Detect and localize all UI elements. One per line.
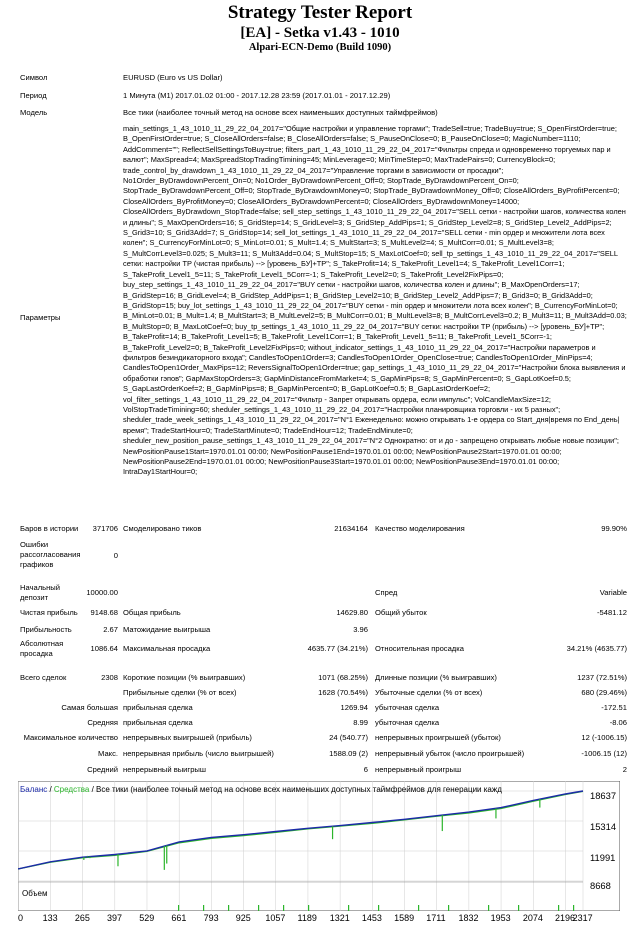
deposit-label: Начальный депозит bbox=[20, 583, 61, 602]
volume-label: Объем bbox=[22, 889, 48, 898]
average-label: Средняя bbox=[87, 718, 118, 727]
y-tick-label: 8668 bbox=[590, 880, 611, 891]
max-dd-label: Максимальная просадка bbox=[123, 644, 211, 653]
volume-bar bbox=[283, 905, 284, 911]
volume-bar bbox=[558, 905, 559, 911]
symbol-value: EURUSD (Euro vs US Dollar) bbox=[123, 73, 223, 82]
x-tick-label: 661 bbox=[171, 913, 187, 923]
expected-value: 3.96 bbox=[353, 625, 368, 634]
largest-label: Самая большая bbox=[61, 703, 118, 712]
x-tick-label: 397 bbox=[107, 913, 123, 923]
short-value: 1071 (68.25%) bbox=[318, 673, 368, 682]
expert-name: [EA] - Setka v1.43 - 1010 bbox=[240, 25, 400, 41]
rel-dd-label: Относительная просадка bbox=[375, 644, 464, 653]
largest-loss-value: -172.51 bbox=[601, 703, 627, 712]
volume-bar bbox=[348, 905, 349, 911]
x-tick-label: 1953 bbox=[490, 913, 511, 923]
expected-label: Матожидание выигрыша bbox=[123, 625, 211, 634]
profit-trades-value: 1628 (70.54%) bbox=[318, 688, 368, 697]
volume-bar bbox=[378, 905, 379, 911]
volume-bar bbox=[203, 905, 204, 911]
y-tick-label: 11991 bbox=[590, 852, 616, 863]
x-tick-label: 133 bbox=[42, 913, 58, 923]
x-tick-label: 529 bbox=[139, 913, 155, 923]
period-label: Период bbox=[20, 91, 47, 100]
volume-bar bbox=[258, 905, 259, 911]
x-tick-label: 1589 bbox=[394, 913, 415, 923]
net-value: 9148.68 bbox=[90, 608, 118, 617]
max-loss-value: -1006.15 (12) bbox=[581, 749, 627, 758]
x-tick-label: 1189 bbox=[297, 913, 317, 923]
gross-profit-value: 14629.80 bbox=[336, 608, 368, 617]
symbol-label: Символ bbox=[20, 73, 48, 82]
largest-profit-value: 1269.94 bbox=[340, 703, 368, 712]
x-tick-label: 793 bbox=[203, 913, 219, 923]
balance-chart bbox=[18, 781, 620, 911]
pf-value: 2.67 bbox=[103, 625, 118, 634]
x-tick-label: 1832 bbox=[458, 913, 479, 923]
x-tick-label: 2074 bbox=[522, 913, 543, 923]
ticks-value: 21634164 bbox=[334, 524, 368, 533]
x-tick-label: 2317 bbox=[572, 913, 593, 923]
long-value: 1237 (72.51%) bbox=[577, 673, 627, 682]
max-profit-value: 1588.09 (2) bbox=[329, 749, 368, 758]
mismatch-label: Ошибки рассогласования графиков bbox=[20, 540, 81, 569]
period-value: 1 Минута (M1) 2017.01.02 01:00 - 2017.12.28 23:59 (2017.01.01 - 2017.12.29) bbox=[123, 91, 391, 100]
gross-profit-label: Общая прибыль bbox=[123, 608, 181, 617]
volume-bar bbox=[518, 905, 519, 911]
loss-trades-label: Убыточные сделки (% от всех) bbox=[375, 688, 483, 697]
volume-bar bbox=[448, 905, 449, 911]
deposit-value: 10000.00 bbox=[86, 588, 118, 597]
volume-bar bbox=[178, 905, 179, 911]
avg-losses-value: 2 bbox=[622, 765, 627, 774]
volume-bar bbox=[488, 905, 489, 911]
avg-losses-label: непрерывный проигрыш bbox=[375, 765, 462, 774]
abs-dd-value: 1086.64 bbox=[90, 644, 118, 653]
largest-profit-label: прибыльная сделка bbox=[123, 703, 193, 712]
spread-value: Variable bbox=[599, 588, 627, 597]
x-tick-label: 1321 bbox=[329, 913, 350, 923]
x-tick-label: 0 bbox=[18, 913, 24, 923]
volume-bar bbox=[573, 905, 574, 911]
legend-balance: Баланс bbox=[20, 785, 48, 794]
avg-profit-value: 8.99 bbox=[353, 718, 368, 727]
max-wins-label: непрерывных выигрышей (прибыль) bbox=[123, 733, 252, 742]
chart-legend bbox=[20, 785, 502, 794]
x-tick-label: 265 bbox=[74, 913, 90, 923]
params-value: main_settings_1_43_1010_11_29_22_04_2017="Общие настройки и управление торгами"; TradeSell=true; TradeBuy=true; S_OpenFirstOrder=true; B_OpenFirstOrder=true; S_CloseAllOrders=false; B_CloseAllOrders=false; S_PauseOnClose=0; B_PauseOnClose=0; MagicNumber=1110; AddComment=""; ReflectSellSettingsToBuy=true; filters_part_1_43_1010_11_29_22_04_2017="Фильтры спреда и одновременно торгуемых пар и валют"; MaxSpread=4; MaxSpreadStopTradingTimining=45; MinLeverage=0; MinTimeStep=0; MaxTradePairs=0; CurrencyBlock=0; trade_control_by_drawdown_1_43_1010_11_29_22_04_2017="Управление торгами в зависимости от просадки"; No1Order_ByDrawdownPercent_On=0; No1Order_ByDrawdownPercent_Off=0; StopTrade_ByDrawdownPercent_On=0; StopTrade_ByDrawdownPercent_Off=0; StopTrade_ByDrawdownMoney=0; StopTrade_ByDrawdownMoney_Off=0; CloseAllOrders_ByProfitPercent=0; CloseAllOrders_ByProfitMoney=0; CloseAllOrders_ByDrawdownPercent=0; CloseAllOrders_ByDrawdownMoney=14000; CloseAllOrders_ByDrawdown_StopTrade=false; sell_step_settings_1_43_1010_11_29_22_04_2017="SELL сетки - настройки шагов, количества колен и длины"; S_MaxOpenOrders=16; S_GridStep=14; S_GridLevel=3; S_GridStep_AddPips=1; S_GridStep_Level2=8; S_GridStep_Level2_AddPips=2; S_Grid3=10; S_Grid3Add=7; S_GridStop=14; sell_lot_settings_1_43_1010_11_29_22_04_2017="SELL сетки - min ордер и множители лота всех колен"; S_CurrencyForMinLot=0; S_MinLot=0.01; S_Mult=1.4; S_MultStart=3; S_MultLevel2=4; S_MultCorr=0.01; S_MultLevel3=8; S_MultCorrLevel3=0.025; S_Mult3=11; S_Mult3Add=0.04; S_MultStop=15; S_MaxLotCoef=0; sell_tp_settings_1_43_1010_11_29_22_04_2017="SELL сетки: настройки TP (чистая прибыль) --> [уровень_БУ]+TP"; S_TakeProfit=14; S_TakeProfit_Level1=4; S_TakeProfit_Level1Corr=1; S_TakeProfit_Level1_5=11; S_TakeProfit_Level1_5Corr=-1; S_TakeProfit_Level2=0; S_TakeProfit_Level2FixPips=0; buy_step_settings_1_43_1010_11_29_22_04_2017="BUY сетки - настройки шагов, количества колен и длины"; B_MaxOpenOrders=17; B_GridStep=16; B_GridLevel=4; B_GridStep_AddPips=1; B_GridStep_Level2=10; B_GridStep_Level2_AddPips=7; B_Grid3=0; B_Grid3Add=0; B_GridStop=15; buy_lot_settings_1_43_1010_11_29_22_04_2017="BUY сетки - min ордер и множители лота всех колен"; B_CurrencyForMinLot=0; B_MinLot=0.01; B_Mult=1.4; B_MultStart=3; B_MultLevel2=5; B_MultCorr=0.01; B_MultLevel3=8; B_MultCorrLevel3=0.2; B_Mult3=11; B_Mult3Add=0.03; B_MultStop=0; B_MaxLotCoef=0; buy_tp_settings_1_43_1010_11_29_22_04_2017="BUY сетки: настройки TP (прибыль) --> [уровень_БУ]+TP"; B_TakeProfit=14; B_TakeProfit_Level1=5; B_TakeProfit_Level1Corr=1; B_TakeProfit_Level1_5=11; B_TakeProfit_Level1_5Corr=-1; B_TakeProfit_Level2=0; B_TakeProfit_Level2FixPips=0; without_indicator_settings_1_43_1010_11_29_22_04_2017="Настройки параметров и фильтров безиндикаторного входа"; CandlesToOpen1Order=3; CandlesToOpen1Order_OpenClose=true; CandlesToOpen1Order_MinPips=4; CandlesToOpen1Order_MaxPips=12; ReversSignalToOpen1Order=true; gap_settings_1_43_1010_11_29_22_04_2017="Настройки блока выявления и обработки гэпов"; GapMaxStopOrders=3; GapMinDistanceFromMarket=4; S_GapMinPips=8; S_GapMinPercent=0; S_GapLotKoef=0.5; S_GapLastOrderKoef=2; B_GapMinPips=8; B_GapMinPercent=0; B_GapLotKoef=0.5; B_GapLastOrderKoef=2; vol_filter_settings_1_43_1010_11_29_22_04_2017="Фильтр - Запрет открывать ордера, если импульс"; VolCandleMaxSize=12; VolStopTradeTimining=60; sheduler_settings_1_43_1010_11_29_22_04_2017="Настройки планировщика торговли - их 5 разных"; sheduler_trade_week_settings_1_43_1010_11_29_22_04_2017="N°1 Еженедельно: можно открывать 1-е ордера со Start_дня|время по End_день|время"; TradeStartHour=0; TradeStartMinute=0; TradeEndHour=12; TradeEndMinute=0; sheduler_new_position_pause_settings_1_43_1010_11_29_22_04_2017="N°2 Однократно: от и до - запрещено открывать любые новые позиции"; NewPositionPause1Start=1970.01.01 00:00; NewPositionPause1End=1970.01.01 00:00; NewPositionPause2Start=1970.01.01 00:00; NewPositionPause2End=1970.01.01 00:00; NewPositionPause3Start=1970.01.01 00:00; NewPositionPause3End=1970.01.01 00:00; IntraDay1StartHour=0; bbox=[123, 124, 627, 477]
loss-trades-value: 680 (29.46%) bbox=[581, 688, 627, 697]
gross-loss-value: -5481.12 bbox=[597, 608, 627, 617]
avg-loss-label: убыточная сделка bbox=[375, 718, 440, 727]
gross-loss-label: Общий убыток bbox=[375, 608, 427, 617]
max-loss-label: непрерывный убыток (число проигрышей) bbox=[375, 749, 525, 758]
net-label: Чистая прибыль bbox=[20, 608, 78, 617]
pf-label: Прибыльность bbox=[20, 625, 72, 634]
y-tick-label: 18637 bbox=[590, 790, 617, 801]
legend-model: / Все тики (наиболее точный метод на основе всех наименьших доступных таймфреймов для генерации кажд bbox=[89, 785, 502, 794]
report-title: Strategy Tester Report bbox=[227, 2, 413, 23]
abs-dd-label: Абсолютная просадка bbox=[20, 639, 64, 658]
max-profit-label: непрерывная прибыль (число выигрышей) bbox=[123, 749, 274, 758]
legend-equity: Средства bbox=[53, 785, 90, 794]
server-name: Alpari-ECN-Demo (Build 1090) bbox=[248, 42, 392, 53]
x-tick-label: 1711 bbox=[426, 913, 446, 923]
max-dd-value: 4635.77 (34.21%) bbox=[307, 644, 368, 653]
params-label: Параметры bbox=[20, 313, 61, 322]
max-count-label: Максимальное количество bbox=[23, 733, 118, 742]
max-losses-label: непрерывных проигрышей (убыток) bbox=[375, 733, 501, 742]
largest-loss-label: убыточная сделка bbox=[375, 703, 440, 712]
max-losses-value: 12 (-1006.15) bbox=[581, 733, 627, 742]
x-tick-label: 1057 bbox=[265, 913, 286, 923]
y-tick-label: 15314 bbox=[590, 821, 617, 832]
volume-bar bbox=[228, 905, 229, 911]
bars-label: Баров в истории bbox=[20, 524, 79, 533]
bars-value: 371706 bbox=[92, 524, 118, 533]
quality-value: 99.90% bbox=[601, 524, 627, 533]
short-label: Короткие позиции (% выигравших) bbox=[123, 673, 246, 682]
avg-cons-label: Средний bbox=[87, 765, 118, 774]
max-label: Макс. bbox=[98, 749, 118, 758]
spread-label: Спред bbox=[375, 588, 398, 597]
legend-sep: / bbox=[47, 785, 54, 794]
max-wins-value: 24 (540.77) bbox=[329, 733, 368, 742]
x-tick-label: 1453 bbox=[361, 913, 382, 923]
total-label: Всего сделок bbox=[20, 673, 67, 682]
x-tick-label: 925 bbox=[235, 913, 251, 923]
quality-label: Качество моделирования bbox=[375, 524, 465, 533]
avg-loss-value: -8.06 bbox=[609, 718, 627, 727]
model-value: Все тики (наиболее точный метод на основе всех наименьших доступных таймфреймов) bbox=[123, 108, 438, 117]
long-label: Длинные позиции (% выигравших) bbox=[375, 673, 497, 682]
model-label: Модель bbox=[20, 108, 48, 117]
x-tick-label: 2196 bbox=[555, 913, 576, 923]
total-value: 2308 bbox=[101, 673, 118, 682]
avg-profit-label: прибыльная сделка bbox=[123, 718, 193, 727]
avg-wins-label: непрерывный выигрыш bbox=[123, 765, 206, 774]
rel-dd-value: 34.21% (4635.77) bbox=[566, 644, 627, 653]
profit-trades-label: Прибыльные сделки (% от всех) bbox=[123, 688, 237, 697]
avg-wins-value: 6 bbox=[363, 765, 368, 774]
volume-bar bbox=[308, 905, 309, 911]
mismatch-value: 0 bbox=[113, 551, 118, 560]
volume-bar bbox=[418, 905, 419, 911]
ticks-label: Смоделировано тиков bbox=[123, 524, 202, 533]
